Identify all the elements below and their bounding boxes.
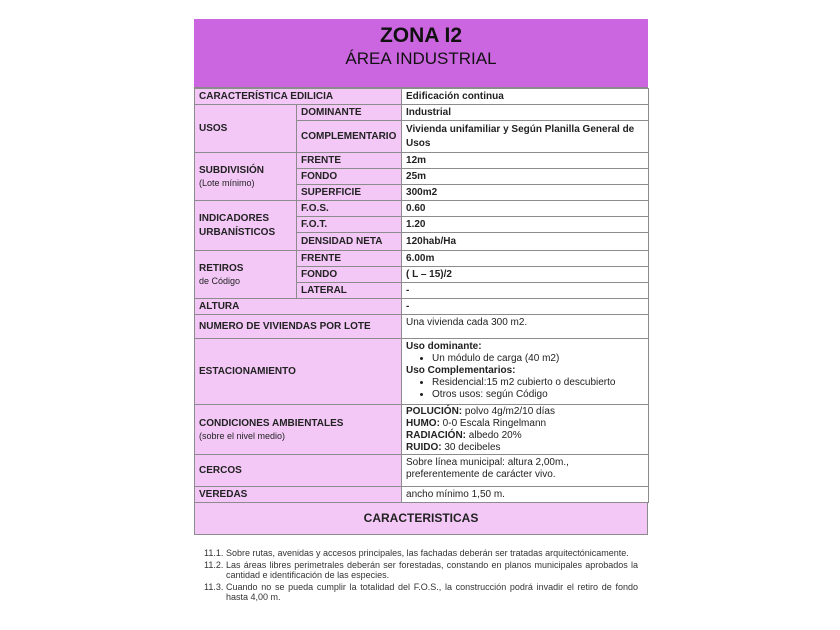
zone-title: ZONA I2 <box>379 24 463 47</box>
zone-subtitle: ÁREA INDUSTRIAL <box>345 49 497 68</box>
retiros-frente-label: FRENTE <box>297 251 402 267</box>
ambientales-label-cell <box>195 405 402 455</box>
subdivision-superficie-label: SUPERFICIE <box>297 185 402 201</box>
row-cercos <box>195 455 649 487</box>
zoning-table <box>194 88 649 503</box>
ambientales-label: CONDICIONES AMBIENTALES <box>199 417 344 429</box>
ambientales-value <box>402 405 649 455</box>
subdivision-fondo-label: FONDO <box>297 169 402 185</box>
est-complementario-item: • Otros usos: según Código <box>432 389 644 401</box>
cercos-label: CERCOS <box>195 455 402 487</box>
row-estacionamiento <box>195 339 649 405</box>
note-number: 11.1. <box>204 548 224 558</box>
est-complementarios-list <box>406 377 644 401</box>
retiros-lateral-label: LATERAL <box>297 283 402 299</box>
note-item <box>204 548 638 559</box>
fot-label: F.O.T. <box>297 217 402 233</box>
row-subdivision-frente <box>195 153 649 169</box>
radiacion-line <box>406 430 644 442</box>
est-dominante-list <box>406 353 644 365</box>
estacionamiento-label: ESTACIONAMIENTO <box>195 339 402 405</box>
veredas-label: VEREDAS <box>195 487 402 503</box>
fos-label: F.O.S. <box>297 201 402 217</box>
note-number: 11.3. <box>204 581 224 592</box>
usos-complementario-label: COMPLEMENTARIO <box>297 121 402 153</box>
usos-dominante-label: DOMINANTE <box>297 105 402 121</box>
subdivision-frente-label: FRENTE <box>297 153 402 169</box>
retiros-frente-value: 6.00m <box>402 251 649 267</box>
row-ambientales <box>195 405 649 455</box>
note-number: 11.2. <box>204 559 224 570</box>
subdivision-fondo-value: 25m <box>402 169 649 185</box>
densidad-value: 120hab/Ha <box>402 233 649 251</box>
subdivision-label-cell <box>195 153 297 201</box>
note-text: Cuando no se pueda cumplir la totalidad del F.O.S., la construcción podrá invadir el retiro de fondo hasta 4,00 m. <box>226 581 638 602</box>
subdivision-sublabel: (Lote mínimo) <box>199 177 255 188</box>
viviendas-value: Una vivienda cada 300 m2. <box>402 315 649 339</box>
note-text: Sobre rutas, avenidas y accesos principales, las fachadas deberán ser tratadas arquitectónicamente. <box>226 548 629 558</box>
retiros-sublabel: de Código <box>199 275 241 286</box>
humo-line <box>406 418 644 430</box>
usos-label: USOS <box>195 105 297 153</box>
ruido-value: 30 decibeles <box>441 442 501 453</box>
ruido-line <box>406 442 644 454</box>
fot-value: 1.20 <box>402 217 649 233</box>
row-retiros-frente <box>195 251 649 267</box>
cercos-value: Sobre línea municipal: altura 2,00m., preferentemente de carácter vivo. <box>402 455 649 487</box>
usos-complementario-value: Vivienda unifamiliar y Según Planilla General de Usos <box>402 121 649 153</box>
altura-label: ALTURA <box>195 299 402 315</box>
row-usos-dominante <box>195 105 649 121</box>
ruido-key: RUIDO: <box>406 442 442 453</box>
retiros-fondo-label: FONDO <box>297 267 402 283</box>
caracteristicas-title: CARACTERISTICAS <box>194 503 648 535</box>
est-complementarios-title: Uso Complementarios: <box>406 365 516 376</box>
altura-value: - <box>402 299 649 315</box>
subdivision-frente-value: 12m <box>402 153 649 169</box>
ambientales-sublabel: (sobre el nivel medio) <box>199 430 286 441</box>
retiros-fondo-value: ( L – 15)/2 <box>402 267 649 283</box>
est-complementario-item: • Residencial:15 m2 cubierto o descubierto <box>432 377 644 389</box>
subdivision-superficie-value: 300m2 <box>402 185 649 201</box>
polucion-key: POLUCIÓN: <box>406 406 463 417</box>
densidad-label: DENSIDAD NETA <box>297 233 402 251</box>
radiacion-value: albedo 20% <box>466 430 522 441</box>
row-viviendas <box>195 315 649 339</box>
polucion-line <box>406 406 644 418</box>
retiros-label: RETIROS <box>199 262 244 274</box>
humo-value: 0-0 Escala Ringelmann <box>439 418 547 429</box>
zone-header <box>194 19 648 88</box>
row-caracteristica <box>195 89 649 105</box>
retiros-label-cell <box>195 251 297 299</box>
row-altura <box>195 299 649 315</box>
note-item <box>204 560 638 581</box>
humo-key: HUMO: <box>406 418 440 429</box>
polucion-value: polvo 4g/m2/10 días <box>462 406 555 417</box>
note-text: Las áreas libres perimetrales deberán ser forestadas, constando en planos municipales aprobados la cantidad e identificación de las especies. <box>226 559 638 580</box>
indicadores-label: INDICADORES URBANÍSTICOS <box>195 201 297 251</box>
note-item <box>204 582 638 603</box>
radiacion-key: RADIACIÓN: <box>406 430 467 441</box>
veredas-value: ancho mínimo 1,50 m. <box>402 487 649 503</box>
row-veredas <box>195 487 649 503</box>
est-dominante-item: • Un módulo de carga (40 m2) <box>432 353 644 365</box>
caracteristica-label: CARACTERÍSTICA EDILICIA <box>195 89 402 105</box>
usos-dominante-value: Industrial <box>402 105 649 121</box>
est-dominante-title: Uso dominante: <box>406 341 482 352</box>
fos-value: 0.60 <box>402 201 649 217</box>
caracteristica-value: Edificación continua <box>402 89 649 105</box>
zoning-sheet <box>194 19 648 615</box>
row-indicadores-fos <box>195 201 649 217</box>
retiros-lateral-value: - <box>402 283 649 299</box>
subdivision-label: SUBDIVISIÓN <box>199 164 265 176</box>
estacionamiento-value <box>402 339 649 405</box>
caracteristicas-notes <box>194 535 648 603</box>
viviendas-label: NUMERO DE VIVIENDAS POR LOTE <box>195 315 402 339</box>
